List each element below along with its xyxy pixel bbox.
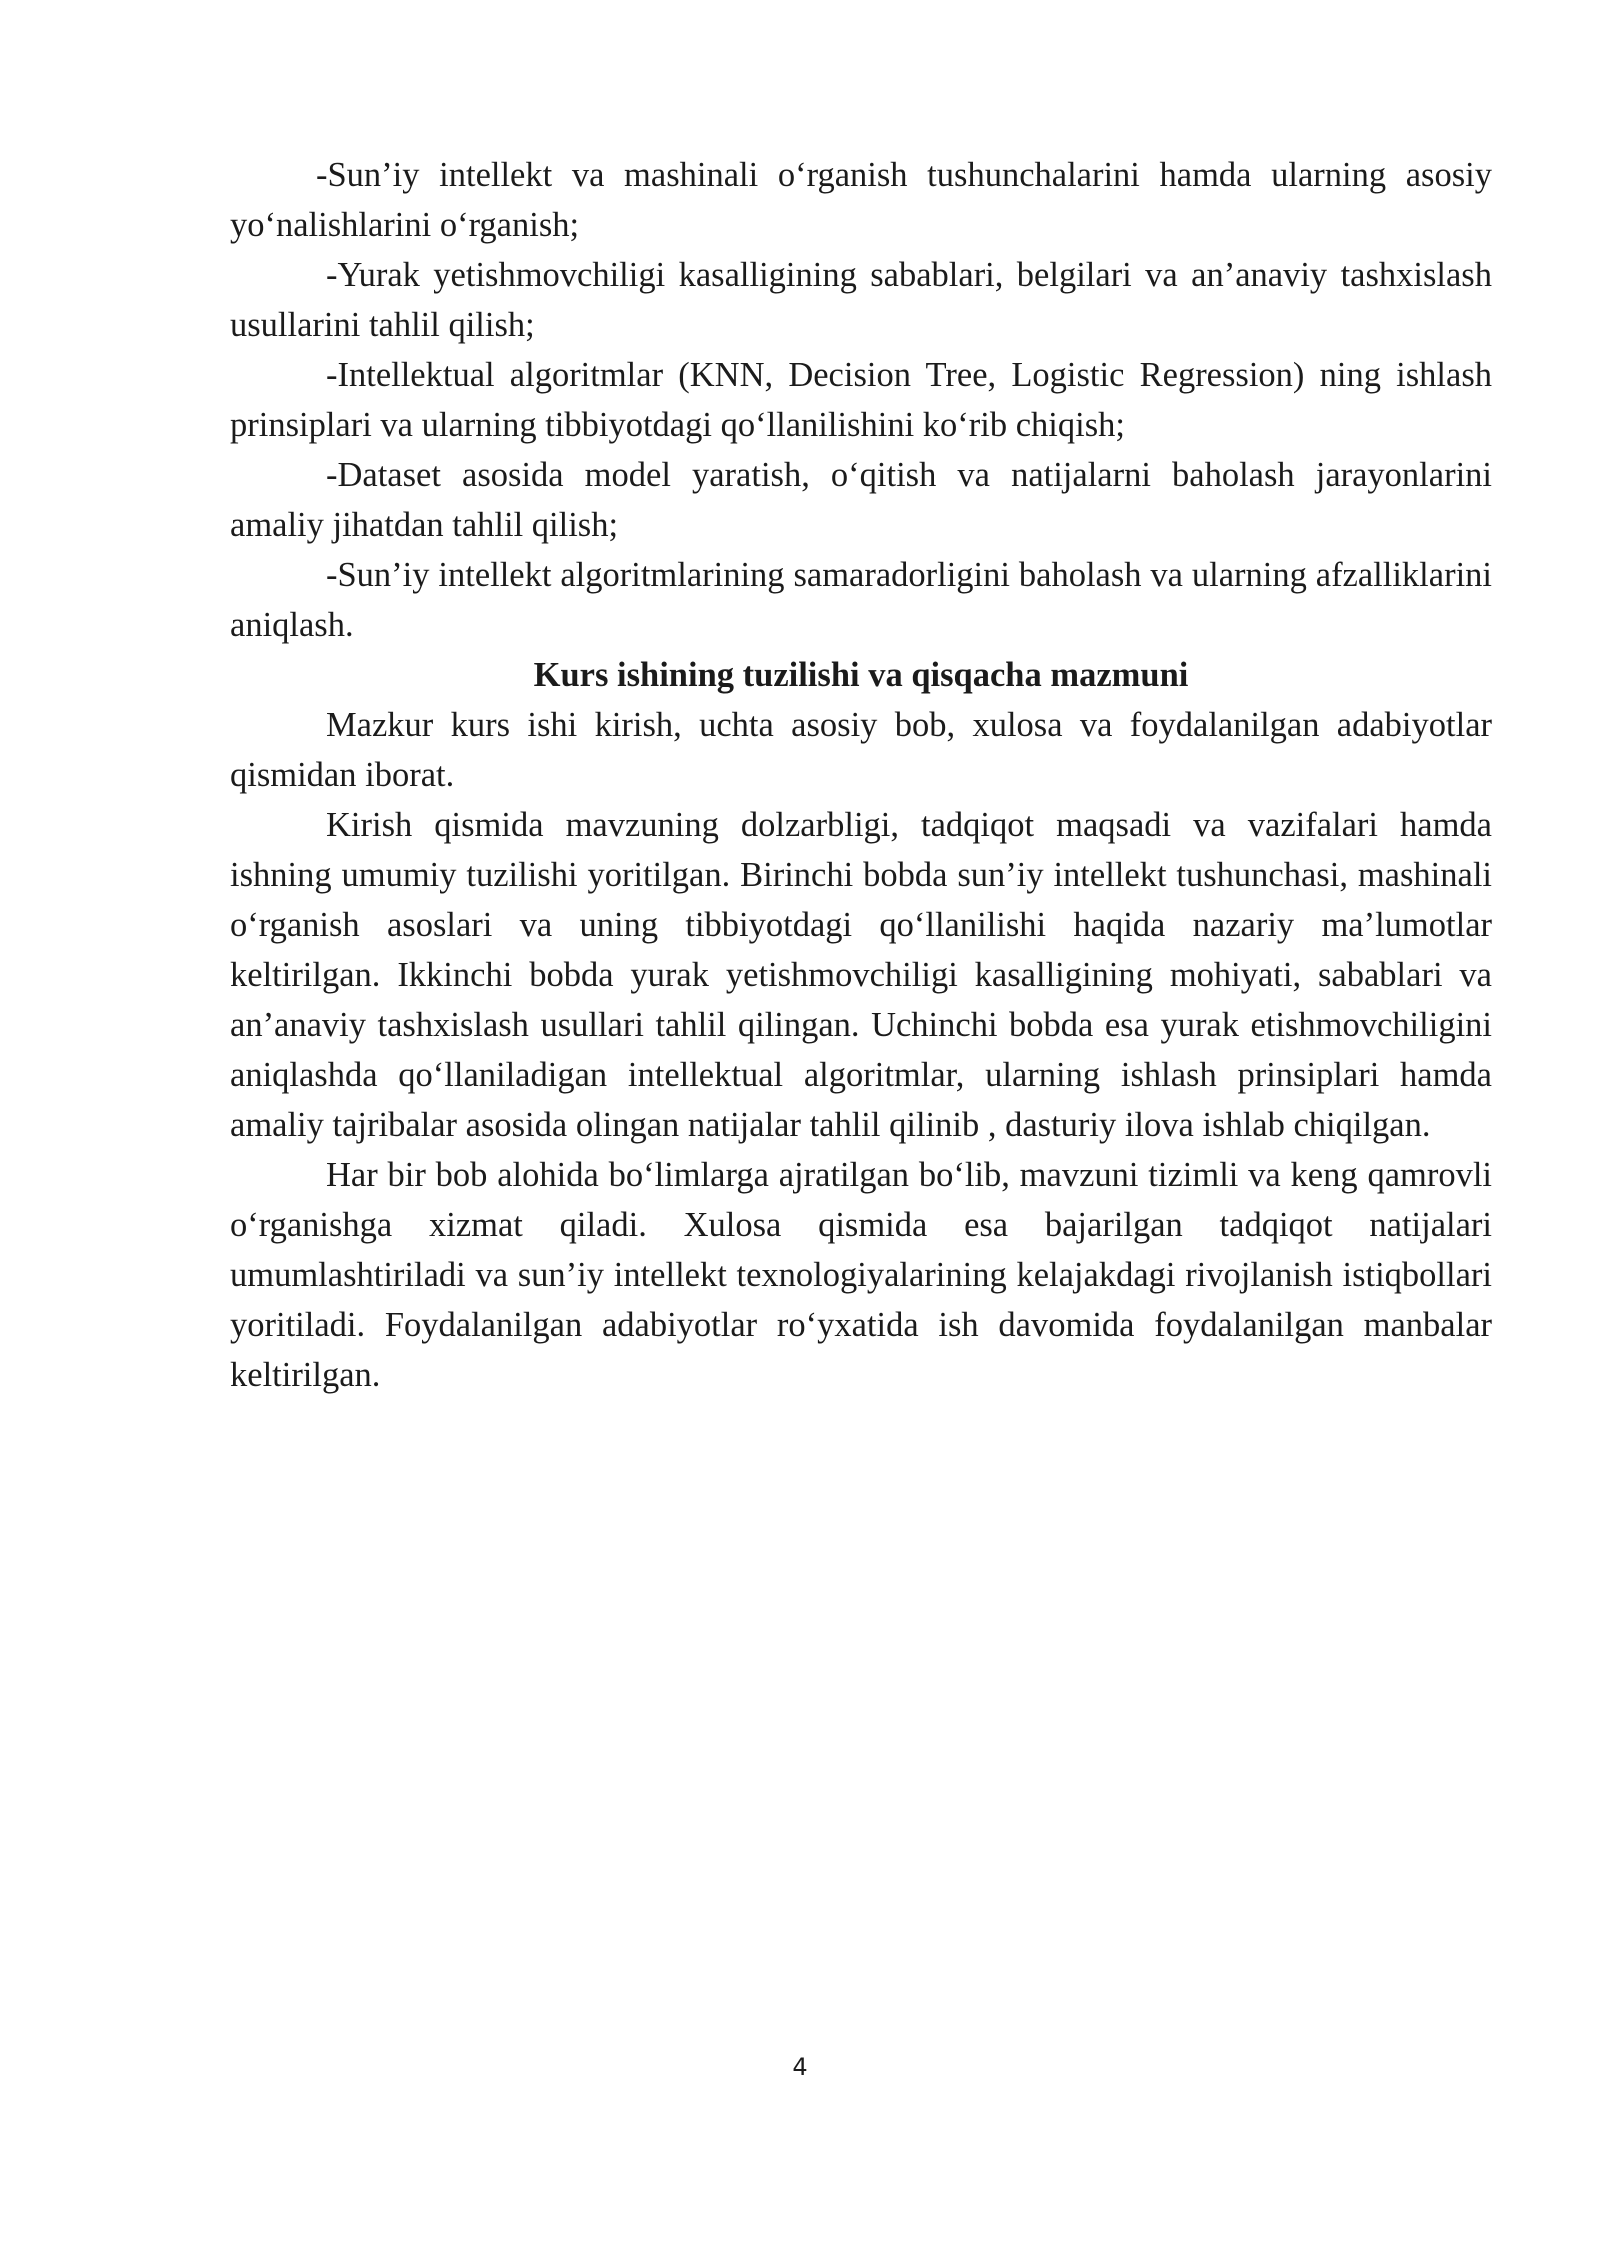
body-paragraph-2: Kirish qismida mavzuning dolzarbligi, tadqiqot maqsadi va vazifalari hamda ishning umumiy tuzilishi yoritilgan. Birinchi bobda sun’iy intellekt tushunchasi, mashinali o‘rganish asoslari va uning tibbiyotdagi qo‘llanilishi haqida nazariy ma’lumotlar keltirilgan. Ikkinchi bobda yurak yetishmovchiligi kasalligining mohiyati, sabablari va an’anaviy tashxislash usullari tahlil qilingan. Uchinchi bobda esa yurak etishmovchiligini aniqlashda qo‘llaniladigan intellektual algoritmlar, ularning ishlash prinsiplari hamda amaliy tajribalar asosida olingan natijalar tahlil qilinib , dasturiy ilova ishlab chiqilgan. [230, 806, 1492, 1144]
objective-item-4: -Dataset asosida model yaratish, o‘qitish va natijalarni baholash jarayonlarini amaliy jihatdan tahlil qilish; [230, 456, 1492, 544]
objective-item-1: -Sun’iy intellekt va mashinali o‘rganish tushunchalarini hamda ularning asosiy yo‘nalishlarini o‘rganish; [230, 156, 1492, 244]
section-heading: Kurs ishining tuzilishi va qisqacha mazmuni [533, 656, 1189, 694]
objective-item-2: -Yurak yetishmovchiligi kasalligining sabablari, belgilari va an’anaviy tashxislash usullarini tahlil qilish; [230, 256, 1492, 344]
body-paragraph-1: Mazkur kurs ishi kirish, uchta asosiy bob, xulosa va foydalanilgan adabiyotlar qismidan iborat. [230, 706, 1492, 794]
objective-item-3: -Intellektual algoritmlar (KNN, Decision Tree, Logistic Regression) ning ishlash prinsiplari va ularning tibbiyotdagi qo‘llanilishini ko‘rib chiqish; [230, 356, 1492, 444]
objective-item-5: -Sun’iy intellekt algoritmlarining samaradorligini baholash va ularning afzalliklarini aniqlash. [230, 556, 1492, 644]
page-number: 4 [792, 2053, 808, 2081]
body-paragraph-3: Har bir bob alohida bo‘limlarga ajratilgan bo‘lib, mavzuni tizimli va keng qamrovli o‘rganishga xizmat qiladi. Xulosa qismida esa bajarilgan tadqiqot natijalari umumlashtiriladi va sun’iy intellekt texnologiyalarining kelajakdagi rivojlanish istiqbollari yoritiladi. Foydalanilgan adabiyotlar ro‘yxatida ish davomida foydalanilgan manbalar keltirilgan. [230, 1156, 1492, 1394]
page-body [230, 150, 1492, 1400]
